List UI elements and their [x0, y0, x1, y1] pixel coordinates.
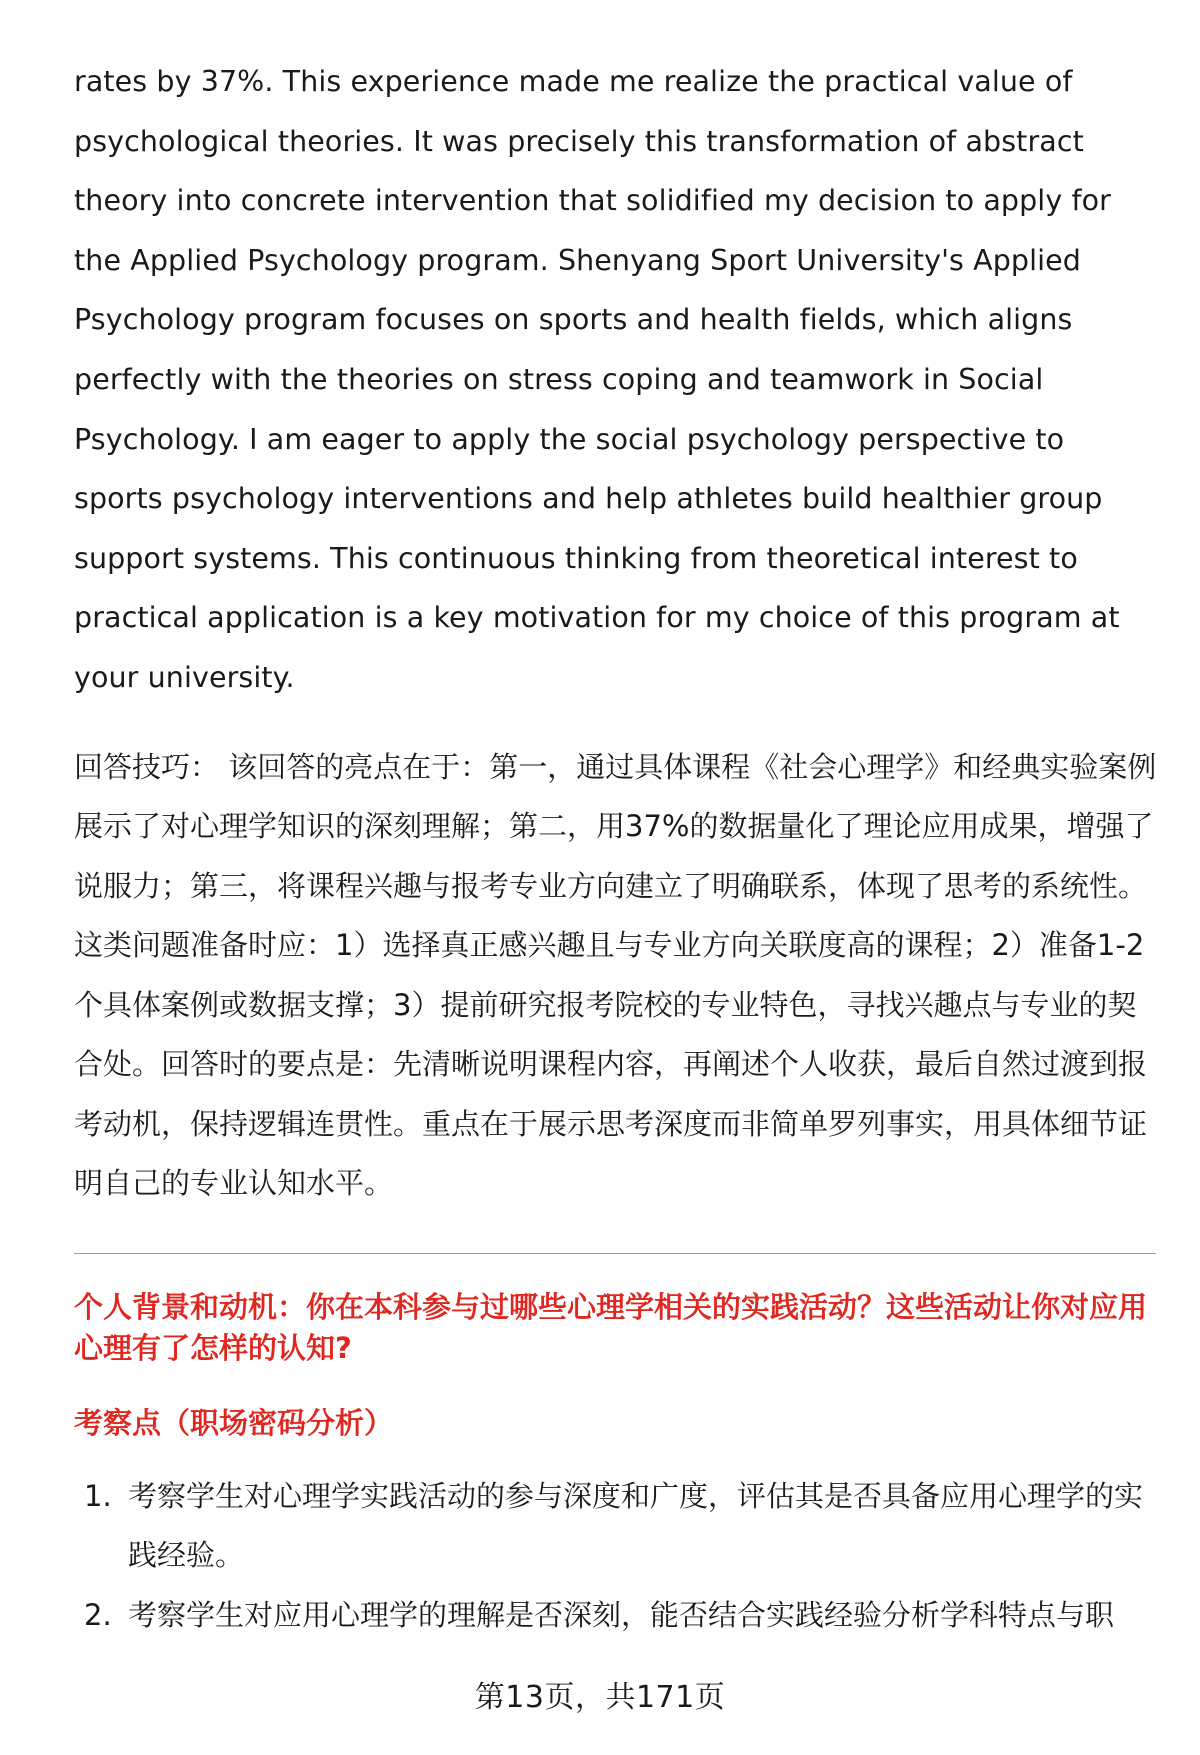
question-title: 个人背景和动机：你在本科参与过哪些心理学相关的实践活动？这些活动让你对应用心理有了怎样的认知? — [74, 1289, 1148, 1365]
english-paragraph: rates by 37%. This experience made me realize the practical value of psychological theories. It was precisely this transformation of abstract theory into concrete intervention that solidified my decision to apply for the Applied Psychology program. Shenyang Sport University's Applied Psychology program focuses on sports and health fields, which aligns perfectly with the theories on stress coping and teamwork in Social Psychology. I am eager to apply the social psychology perspective to sports psychology interventions and help athletes build healthier group support systems. This continuous thinking from theoretical interest to practical application is a key motivation for my choice of this program at your university. — [74, 65, 1120, 694]
list-item — [74, 1467, 1159, 1586]
section-divider — [74, 1253, 1156, 1254]
list-item-text: 考察学生对应用心理学的理解是否深刻，能否结合实践经验分析学科特点与职 — [128, 1597, 1115, 1632]
page-number-footer: 第13页，共171页 — [474, 1680, 726, 1715]
list-item-number: 1. — [84, 1478, 112, 1513]
answer-tips-paragraph: 回答技巧： 该回答的亮点在于：第一，通过具体课程《社会心理学》和经典实验案例展示了对心理学知识的深刻理解；第二，用37%的数据量化了理论应用成果，增强了说服力；第三，将课程兴趣与报考专业方向建立了明确联系，体现了思考的系统性。这类问题准备时应：1）选择真正感兴趣且与专业方向关联度高的课程；2）准备1-2个具体案例或数据支撑；3）提前研究报考院校的专业特色，寻找兴趣点与专业的契合处。回答时的要点是：先清晰说明课程内容，再阐述个人收获，最后自然过渡到报考动机，保持逻辑连贯性。重点在于展示思考深度而非简单罗列事实，用具体细节证明自己的专业认知水平。 — [74, 749, 1157, 1201]
document-page — [74, 0, 1159, 1645]
list-item-text: 考察学生对心理学实践活动的参与深度和广度，评估其是否具备应用心理学的实践经验。 — [128, 1478, 1144, 1573]
list-item-number: 2. — [84, 1597, 112, 1632]
assessment-list — [74, 1467, 1159, 1646]
assessment-heading: 考察点（职场密码分析） — [74, 1405, 394, 1440]
list-item — [74, 1586, 1159, 1646]
